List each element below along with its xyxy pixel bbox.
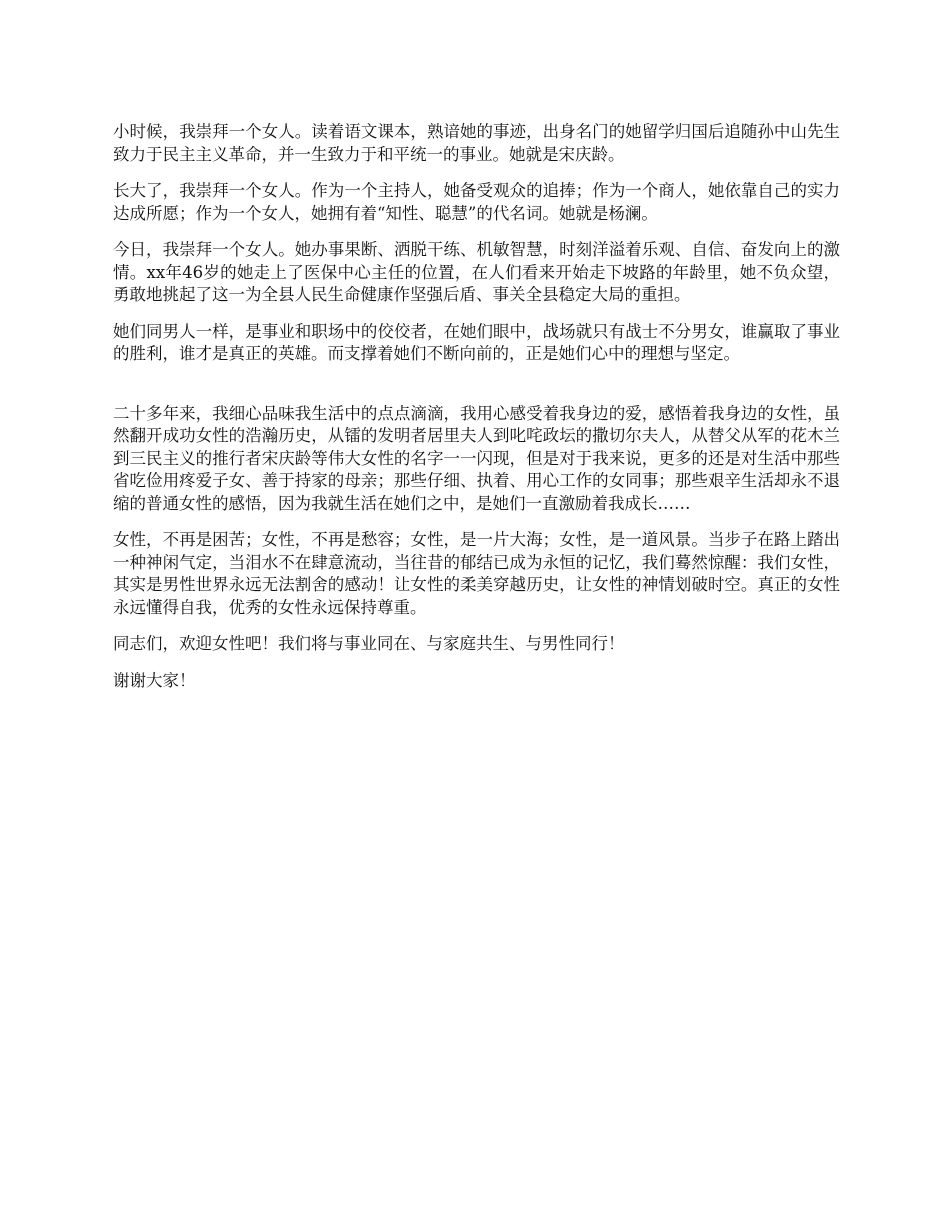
paragraph-1: 小时候，我崇拜一个女人。读着语文课本，熟谙她的事迹，出身名门的她留学归国后追随孙中山先生致力于民主主义革命，并一生致力于和平统一的事业。她就是宋庆龄。 <box>113 122 840 164</box>
paragraph-4: 她们同男人一样，是事业和职场中的佼佼者，在她们眼中，战场就只有战士不分男女，谁赢取了事业的胜利，谁才是真正的英雄。而支撑着她们不断向前的，正是她们心中的理想与坚定。 <box>113 321 840 363</box>
section-spacer <box>113 380 840 403</box>
paragraph-7: 同志们，欢迎女性吧！我们将与事业同在、与家庭共生、与男性同行！ <box>113 634 625 653</box>
paragraph-6: 女性，不再是困苦；女性，不再是愁容；女性，是一片大海；女性，是一道风景。当步子在路上踏出一种神闲气定，当泪水不在肆意流动，当往昔的郁结已成为永恒的记忆，我们蓦然惊醒：我们女性，其实是男性世界永远无法割舍的感动！让女性的柔美穿越历史，让女性的神情划破时空。真正的女性永远懂得自我，优秀的女性永远保持尊重。 <box>113 530 840 617</box>
paragraph-3: 今日，我崇拜一个女人。她办事果断、洒脱干练、机敏智慧，时刻洋溢着乐观、自信、奋发向上的激情。xx年46岁的她走上了医保中心主任的位置，在人们看来开始走下坡路的年龄里，她不负众望，勇敢地挑起了这一为全县人民生命健康作坚强后盾、事关全县稳定大局的重担。 <box>113 240 840 304</box>
paragraph-8: 谢谢大家！ <box>113 670 196 690</box>
paragraph-5: 二十多年来，我细心品味我生活中的点点滴滴，我用心感受着我身边的爱，感悟着我身边的女性，虽然翻开成功女性的浩瀚历史，从镭的发明者居里夫人到叱咤政坛的撒切尔夫人，从替父从军的花木兰到三民主义的推行者宋庆龄等伟大女性的名字一一闪现，但是对于我来说，更多的还是对生活中那些省吃俭用疼爱子女、善于持家的母亲；那些仔细、执着、用心工作的女同事；那些艰辛生活却永不退缩的普通女性的感悟，因为我就生活在她们之中，是她们一直激励着我成长…… <box>113 403 840 513</box>
document-body <box>113 121 840 706</box>
paragraph-2: 长大了，我崇拜一个女人。作为一个主持人，她备受观众的追捧；作为一个商人，她依靠自己的实力达成所愿；作为一个女人，她拥有着“知性、聪慧”的代名词。她就是杨澜。 <box>113 181 840 223</box>
